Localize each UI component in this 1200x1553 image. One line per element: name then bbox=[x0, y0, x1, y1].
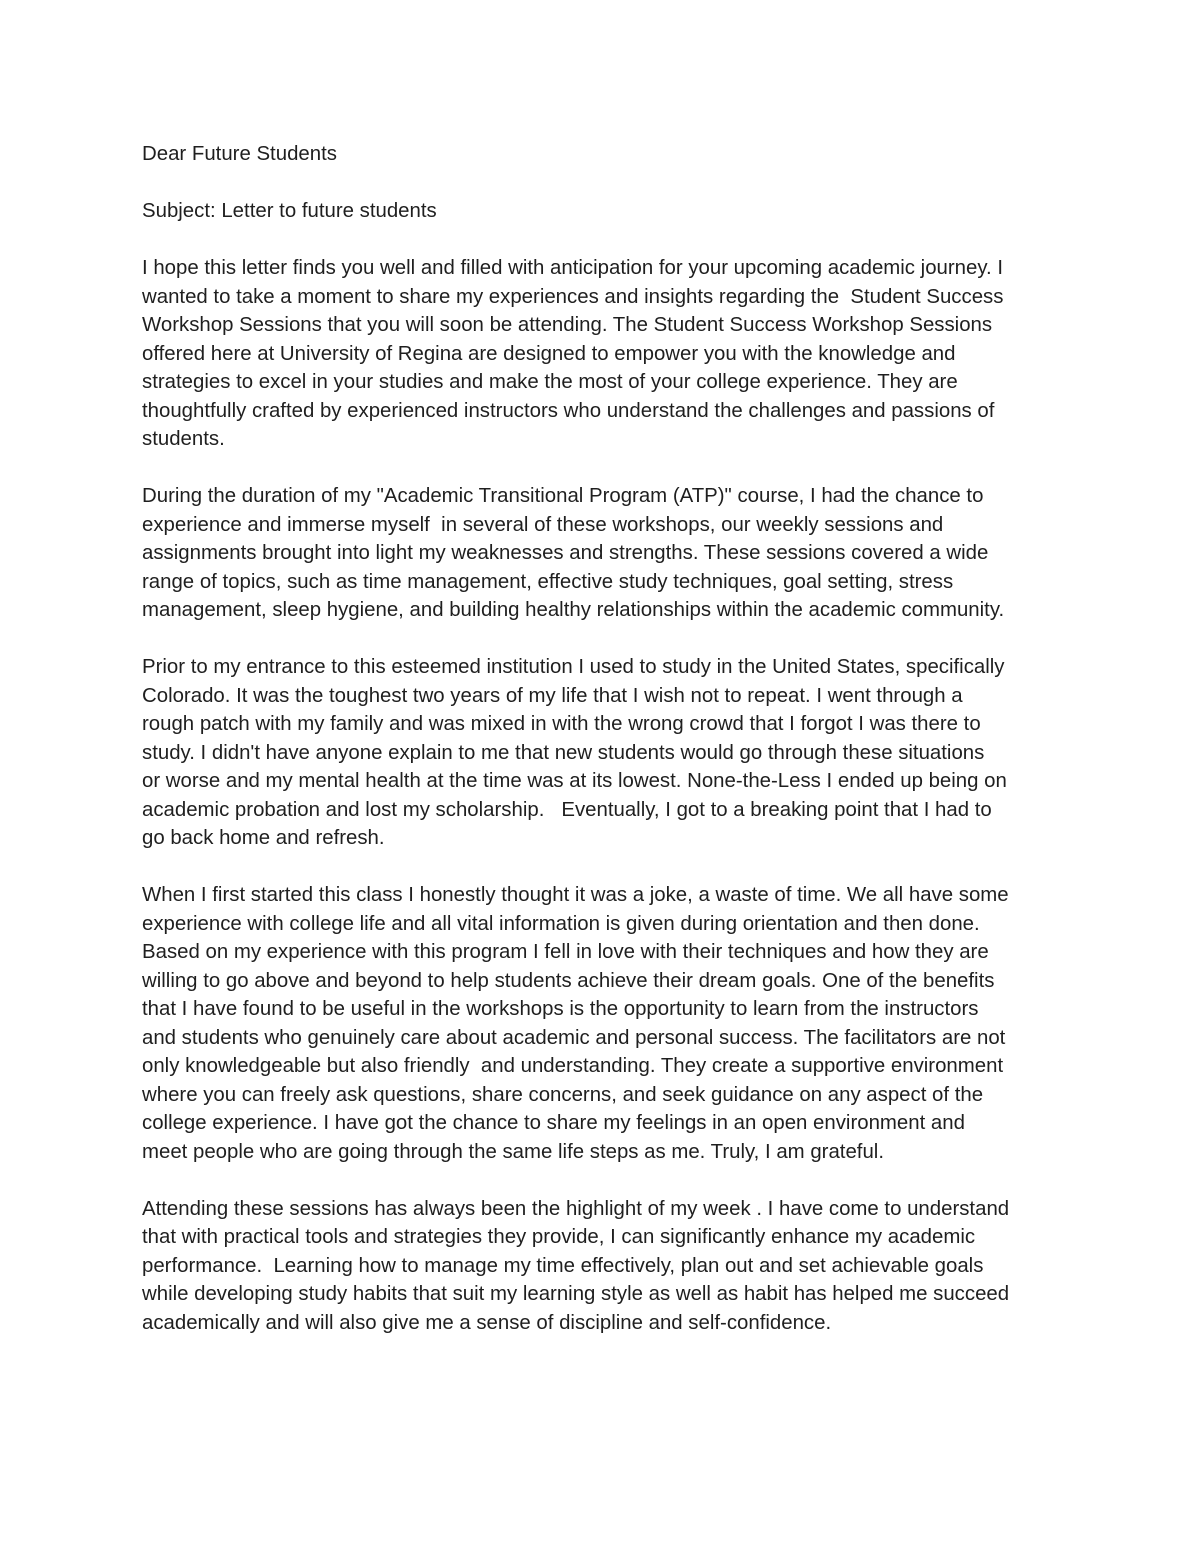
text-line: meet people who are going through the same life steps as me. Truly, I am grateful. bbox=[142, 1140, 885, 1163]
text-line: academic probation and lost my scholarship. Eventually, I got to a breaking point that I had to bbox=[142, 798, 992, 821]
text-line: During the duration of my "Academic Transitional Program (ATP)" course, I had the chance to bbox=[142, 485, 984, 507]
text-line: students. bbox=[142, 428, 225, 450]
text-line: academically and will also give me a sense of discipline and self-confidence. bbox=[142, 1311, 832, 1334]
text-line: Attending these sessions has always been the highlight of my week . I have come to understand bbox=[142, 1197, 1010, 1220]
text-line: range of topics, such as time management, effective study techniques, goal setting, stress bbox=[142, 570, 954, 593]
text-line: where you can freely ask questions, share concerns, and seek guidance on any aspect of the bbox=[142, 1083, 984, 1106]
text-line: that with practical tools and strategies they provide, I can significantly enhance my academic bbox=[142, 1226, 976, 1248]
text-line: strategies to excel in your studies and make the most of your college experience. They are bbox=[142, 371, 958, 393]
text-line: college experience. I have got the chance to share my feelings in an open environment and bbox=[142, 1112, 965, 1134]
text-line: rough patch with my family and was mixed in with the wrong crowd that I forgot I was there to bbox=[142, 713, 981, 735]
text-line: or worse and my mental health at the time was at its lowest. None-the-Less I ended up being on bbox=[142, 770, 1007, 792]
paragraph-1 bbox=[142, 254, 1072, 454]
text-line: willing to go above and beyond to help students achieve their dream goals. One of the benefits bbox=[142, 969, 995, 992]
text-line: Based on my experience with this program I fell in love with their techniques and how they are bbox=[142, 941, 989, 963]
text-line: performance. Learning how to manage my time effectively, plan out and set achievable goals bbox=[142, 1254, 984, 1277]
text-line: offered here at University of Regina are designed to empower you with the knowledge and bbox=[142, 342, 956, 365]
salutation: Dear Future Students bbox=[142, 143, 337, 165]
text-line: experience with college life and all vital information is given during orientation and then done. bbox=[142, 912, 980, 935]
text-line: experience and immerse myself in several of these workshops, our weekly sessions and bbox=[142, 513, 944, 536]
text-line: I hope this letter finds you well and filled with anticipation for your upcoming academic journey. I bbox=[142, 257, 1004, 279]
text-line: management, sleep hygiene, and building healthy relationships within the academic community. bbox=[142, 599, 1005, 621]
text-line: thoughtfully crafted by experienced instructors who understand the challenges and passions of bbox=[142, 399, 995, 422]
paragraph-3 bbox=[142, 653, 1072, 853]
text-line: assignments brought into light my weaknesses and strengths. These sessions covered a wide bbox=[142, 542, 989, 564]
text-line: go back home and refresh. bbox=[142, 827, 385, 849]
paragraph-2 bbox=[142, 482, 1072, 625]
text-line: that I have found to be useful in the workshops is the opportunity to learn from the instructors bbox=[142, 998, 979, 1020]
text-line: Prior to my entrance to this esteemed institution I used to study in the United States, specifically bbox=[142, 656, 1005, 678]
text-line: while developing study habits that suit my learning style as well as habit has helped me succeed bbox=[142, 1283, 1010, 1305]
text-line: Workshop Sessions that you will soon be attending. The Student Success Workshop Sessions bbox=[142, 314, 993, 336]
text-line: When I first started this class I honestly thought it was a joke, a waste of time. We all have some bbox=[142, 884, 1009, 906]
text-line: wanted to take a moment to share my experiences and insights regarding the Student Success bbox=[142, 285, 1004, 308]
text-line: and students who genuinely care about academic and personal success. The facilitators are not bbox=[142, 1026, 1006, 1049]
paragraph-4 bbox=[142, 881, 1072, 1166]
subject-line: Subject: Letter to future students bbox=[142, 200, 437, 222]
paragraph-5 bbox=[142, 1195, 1072, 1338]
text-line: only knowledgeable but also friendly and understanding. They create a supportive environment bbox=[142, 1055, 1004, 1077]
text-line: study. I didn't have anyone explain to me that new students would go through these situations bbox=[142, 741, 985, 764]
letter-body bbox=[142, 140, 1072, 1366]
text-line: Colorado. It was the toughest two years of my life that I wish not to repeat. I went through a bbox=[142, 684, 963, 707]
